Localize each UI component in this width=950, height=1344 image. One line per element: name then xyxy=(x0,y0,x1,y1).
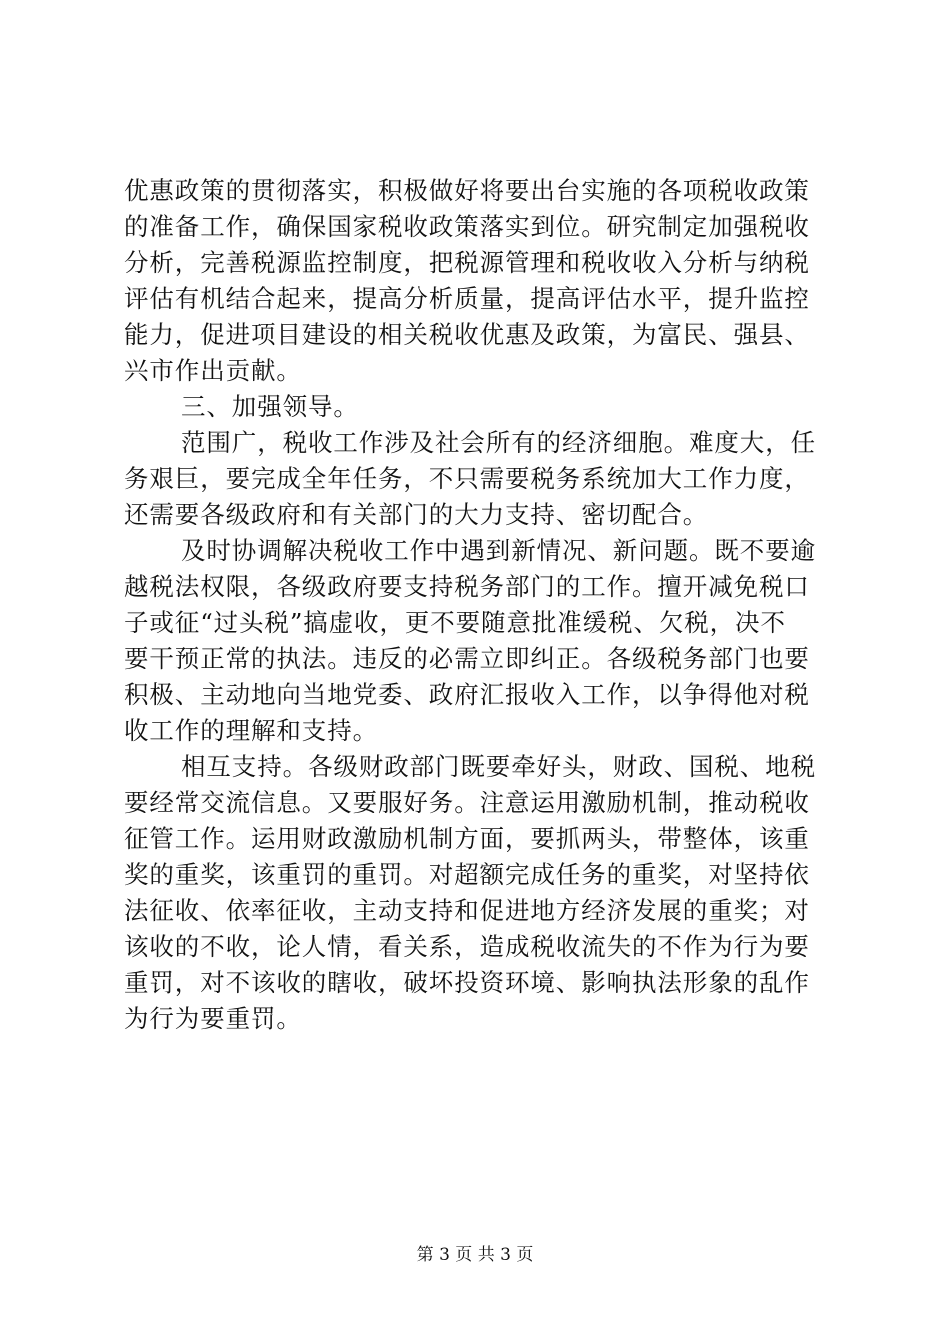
text-line: 为行为要重罚。 xyxy=(124,1004,302,1033)
text-line: 收工作的理解和支持。 xyxy=(124,716,378,745)
section-heading: 三、加强领导。 xyxy=(181,392,359,421)
text-line: 征管工作。运用财政激励机制方面，要抓两头，带整体，该重 xyxy=(124,824,810,853)
text-line: 兴市作出贡献。 xyxy=(124,356,302,385)
text-line: 该收的不收，论人情，看关系，造成税收流失的不作为行为要 xyxy=(124,932,810,961)
text-line: 奖的重奖，该重罚的重罚。对超额完成任务的重奖，对坚持依 xyxy=(124,860,810,889)
paragraph-first-line: 及时协调解决税收工作中遇到新情况、新问题。既不要逾 xyxy=(181,536,816,565)
text-line: 的准备工作，确保国家税收政策落实到位。研究制定加强税收 xyxy=(124,212,810,241)
paragraph-first-line: 相互支持。各级财政部门既要牵好头，财政、国税、地税 xyxy=(181,752,816,781)
text-line: 分析，完善税源监控制度，把税源管理和税收收入分析与纳税 xyxy=(124,248,810,277)
text-line: 要经常交流信息。又要服好务。注意运用激励机制，推动税收 xyxy=(124,788,810,817)
text-line: 积极、主动地向当地党委、政府汇报收入工作，以争得他对税 xyxy=(124,680,810,709)
text-line: 越税法权限，各级政府要支持税务部门的工作。擅开减免税口 xyxy=(124,572,810,601)
text-line: 要干预正常的执法。违反的必需立即纠正。各级税务部门也要 xyxy=(124,644,810,673)
text-line: 优惠政策的贯彻落实，积极做好将要出台实施的各项税收政策 xyxy=(124,176,810,205)
text-line: 子或征“过头税”搞虚收，更不要随意批准缓税、欠税，决不 xyxy=(124,608,786,637)
text-line: 法征收、依率征收，主动支持和促进地方经济发展的重奖；对 xyxy=(124,896,810,925)
text-line: 评估有机结合起来，提高分析质量，提高评估水平，提升监控 xyxy=(124,284,810,313)
text-line: 能力，促进项目建设的相关税收优惠及政策，为富民、强县、 xyxy=(124,320,810,349)
text-line: 重罚，对不该收的瞎收，破坏投资环境、影响执法形象的乱作 xyxy=(124,968,810,997)
text-line: 还需要各级政府和有关部门的大力支持、密切配合。 xyxy=(124,500,709,529)
page-number-footer: 第 3 页 共 3 页 xyxy=(416,1245,534,1265)
paragraph-first-line: 范围广，税收工作涉及社会所有的经济细胞。难度大，任 xyxy=(181,428,816,457)
text-line: 务艰巨，要完成全年任务，不只需要税务系统加大工作力度， xyxy=(124,464,810,493)
